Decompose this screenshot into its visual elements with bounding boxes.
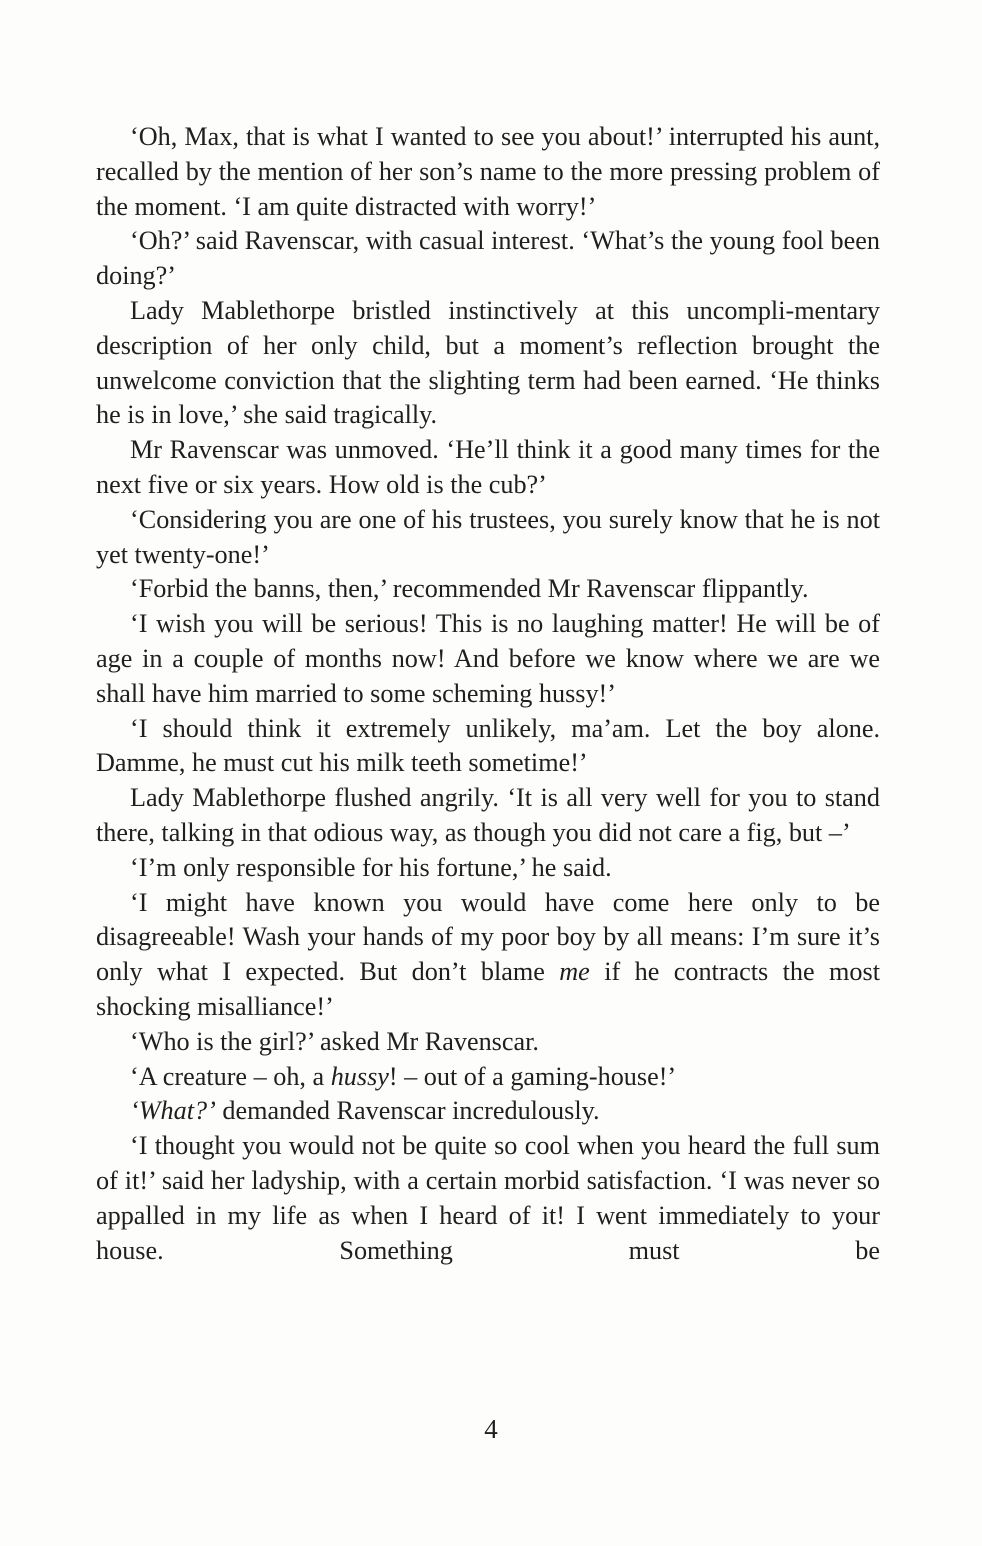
text-run: if he contracts the most shocking misalliance!’ [96,957,880,1021]
italic-emphasis: ‘What?’ [130,1096,216,1126]
text-run: ‘Forbid the banns, then,’ recommended Mr Ravenscar flippantly. [130,574,809,604]
page-body-text [96,120,880,1268]
paragraph-11 [96,886,880,1025]
paragraph-2 [96,224,880,294]
paragraph-9 [96,781,880,851]
paragraph-14 [96,1094,880,1129]
text-run: ‘A creature – oh, a [130,1061,331,1091]
text-run: Mr Ravenscar was unmoved. ‘He’ll think it a good many times for the next five or six years. How old is the cub?’ [96,435,880,499]
paragraph-8 [96,712,880,782]
italic-emphasis: hussy [330,1061,389,1091]
text-run: ‘I might have known you would have come here only to be disagreeable! Wash your hands of my poor boy by all means: I’m sure it’s only what I expected. But don’t blame [96,887,880,987]
paragraph-13 [96,1060,880,1095]
paragraph-7 [96,607,880,711]
text-run: Lady Mablethorpe flushed angrily. ‘It is all very well for you to stand there, talking in that odious way, as though you did not care a fig, but –’ [96,783,880,847]
text-run: demanded Ravenscar incredulously. [215,1096,600,1126]
text-run: ‘I thought you would not be quite so cool when you heard the full sum of it!’ said her ladyship, with a certain morbid satisfaction. ‘I was never so appalled in my life as when I heard of it! I went immediately to your house. Something must be [96,1131,880,1265]
text-run: ‘Who is the girl?’ asked Mr Ravenscar. [130,1026,539,1056]
paragraph-12 [96,1025,880,1060]
paragraph-3 [96,294,880,433]
text-run: ‘Oh?’ said Ravenscar, with casual interest. ‘What’s the young fool been doing?’ [96,226,880,291]
text-run: ‘I wish you will be serious! This is no laughing matter! He will be of age in a couple of months now! And before we know where we are we shall have him married to some scheming hussy!’ [96,609,880,708]
paragraph-10 [96,851,880,886]
text-run: ‘Considering you are one of his trustees, you surely know that he is not yet twenty-one!’ [96,504,880,569]
text-run: ‘I’m only responsible for his fortune,’ he said. [130,852,612,882]
paragraph-4 [96,433,880,503]
paragraph-1 [96,120,880,224]
italic-emphasis: me [559,957,590,987]
paragraph-15 [96,1129,880,1268]
paragraph-5 [96,503,880,573]
text-run: ‘I should think it extremely unlikely, ma’am. Let the boy alone. Damme, he must cut his milk teeth sometime!’ [96,713,880,778]
text-run: ! – out of a gaming-house!’ [388,1061,677,1091]
text-run: Lady Mablethorpe bristled instinctively at this uncompli-mentary description of her only child, but a moment’s reflection brought the unwelcome conviction that the slighting term had been earned. ‘He thinks he is in love,’ she said tragically. [96,295,880,430]
page-number: 4 [484,1414,498,1444]
text-run: ‘Oh, Max, that is what I wanted to see you about!’ interrupted his aunt, recalled by the mention of her son’s name to the more pressing problem of the moment. ‘I am quite distracted with worry!’ [96,122,880,221]
paragraph-6 [96,572,880,607]
